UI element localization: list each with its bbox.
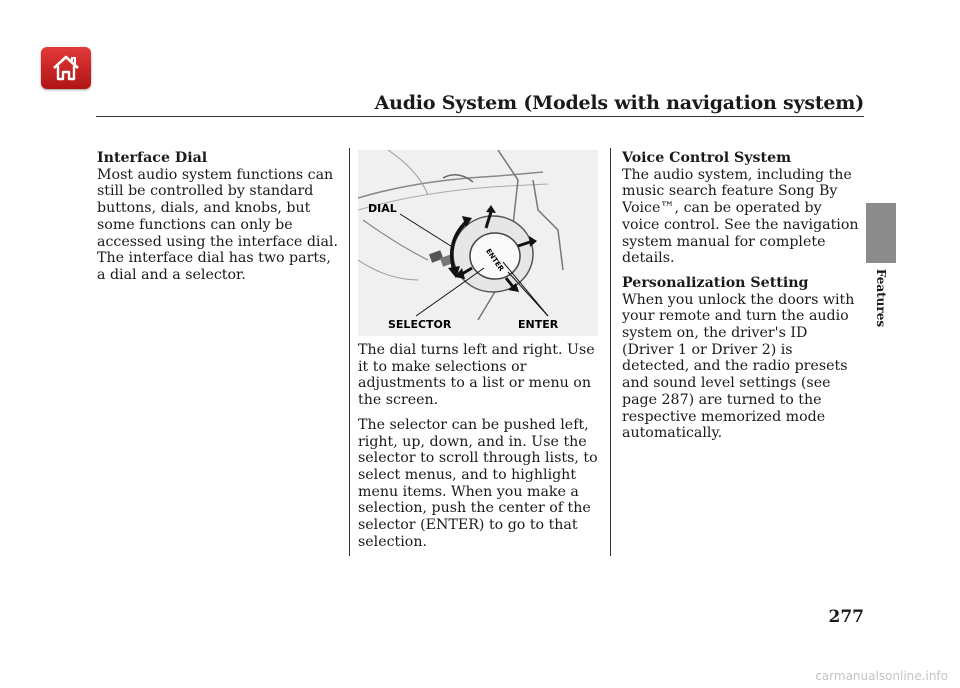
- left-column: [97, 150, 342, 292]
- chapter-tab-label: Features: [874, 268, 888, 328]
- footer-watermark: carmanualsonline.info: [815, 669, 948, 683]
- personalization-heading: Personalization Setting: [622, 274, 809, 291]
- home-button[interactable]: [41, 47, 91, 89]
- home-icon: [51, 54, 81, 82]
- page-number: 277: [828, 607, 864, 627]
- personalization-body: When you unlock the doors with your remote and turn the audio system on, the driver's ID (Driver 1 or Driver 2) is detected, and the radio presets and sound level settings (see page 287) are turned to the respective memorized mode automatically.: [622, 291, 855, 442]
- figure-label-enter: ENTER: [518, 318, 559, 331]
- interface-dial-heading: Interface Dial: [97, 150, 208, 166]
- section-title: Audio System (Models with navigation system): [374, 92, 864, 114]
- voice-control-body: The audio system, including the music search feature Song By Voice™, can be operated by voice control. See the navigation system manual for complete details.: [622, 166, 859, 267]
- figure-label-dial: DIAL: [368, 202, 397, 215]
- selector-paragraph: The selector can be pushed left, right, up, down, and in. Use the selector to scroll through lists, to select menus, and to highlight menu items. When you make a selection, push the center of the selector (ENTER) to go to that selection.: [358, 416, 598, 550]
- interface-dial-figure: [358, 150, 598, 336]
- column-divider-right: [610, 148, 611, 556]
- column-divider-left: [349, 148, 350, 556]
- header-rule: [96, 116, 864, 117]
- dial-paragraph: The dial turns left and right. Use it to make selections or adjustments to a list or menu on the screen.: [358, 342, 595, 409]
- chapter-tab-marker[interactable]: [866, 203, 896, 263]
- middle-column: [358, 342, 603, 558]
- interface-dial-body: Most audio system functions can still be controlled by standard buttons, dials, and knobs, but some functions can only be accessed using the interface dial. The interface dial has two parts, a dial and a selector.: [97, 166, 338, 283]
- knob-enter-text: ENTER: [484, 247, 506, 273]
- figure-label-selector: SELECTOR: [388, 318, 452, 331]
- voice-control-heading: Voice Control System: [622, 150, 792, 166]
- right-column: [622, 150, 860, 450]
